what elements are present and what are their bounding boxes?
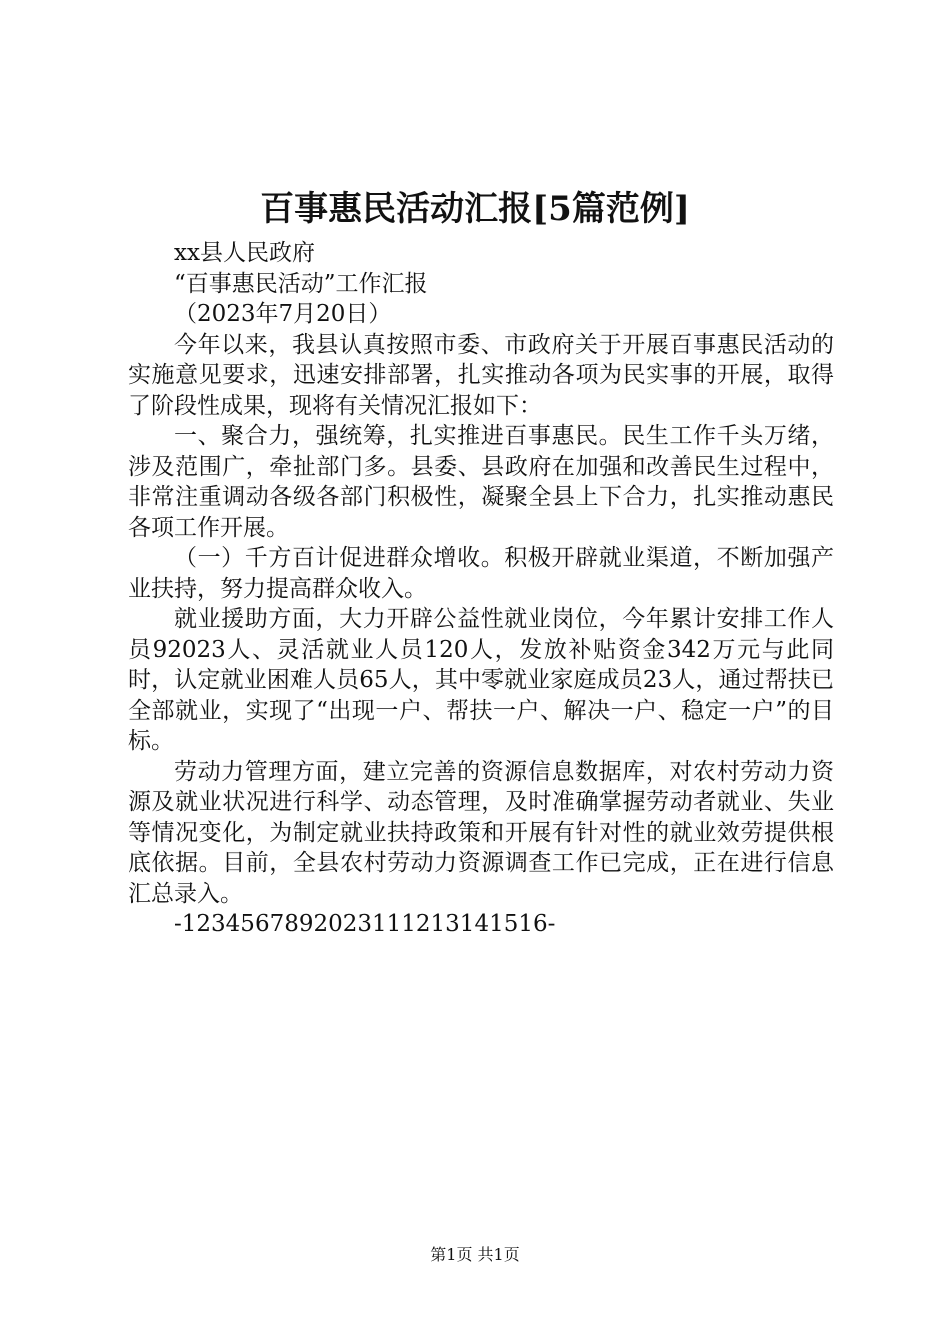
paragraph-date: （2023年7月20日） [174,301,392,327]
paragraph-subsection-1: （一）千方百计促进群众增收。积极开辟就业渠道，不断加强产业扶持，努力提高群众收入。 [128,545,834,602]
paragraph-issuer: xx县人民政府 [174,240,315,266]
paragraph-employment-aid: 就业援助方面，大力开辟公益性就业岗位，今年累计安排工作人员92023人、灵活就业人员120人，发放补贴资金342万元与此同时，认定就业困难人员65人，其中零就业家庭成员23人，通过帮扶已全部就业，实现了“出现一户、帮扶一户、解决一户、稳定一户”的目标。 [128,606,834,754]
page-footer: 第1页 共1页 [430,1245,520,1264]
paragraph-section-1: 一、聚合力，强统筹，扎实推进百事惠民。民生工作千头万绪，涉及范围广，牵扯部门多。县委、县政府在加强和改善民生过程中，非常注重调动各级各部门积极性，凝聚全县上下合力，扎实推动惠民各项工作开展。 [128,423,834,541]
paragraph-labor-management: 劳动力管理方面，建立完善的资源信息数据库，对农村劳动力资源及就业状况进行科学、动态管理，及时准确掌握劳动者就业、失业等情况变化，为制定就业扶持政策和开展有针对性的就业效劳提供根底依据。目前，全县农村劳动力资源调查工作已完成，正在进行信息汇总录入。 [128,758,834,907]
paragraph-report-title: “百事惠民活动”工作汇报 [174,270,428,297]
paragraph-intro: 今年以来，我县认真按照市委、市政府关于开展百事惠民活动的实施意见要求，迅速安排部署，扎实推动各项为民实事的开展，取得了阶段性成果，现将有关情况汇报如下： [128,331,834,419]
paragraph-number-sequence: -12345678920231112131415​16- [174,911,556,937]
document-title: 百事惠民活动汇报[5篇范例] [260,189,690,229]
document-body [128,238,834,940]
